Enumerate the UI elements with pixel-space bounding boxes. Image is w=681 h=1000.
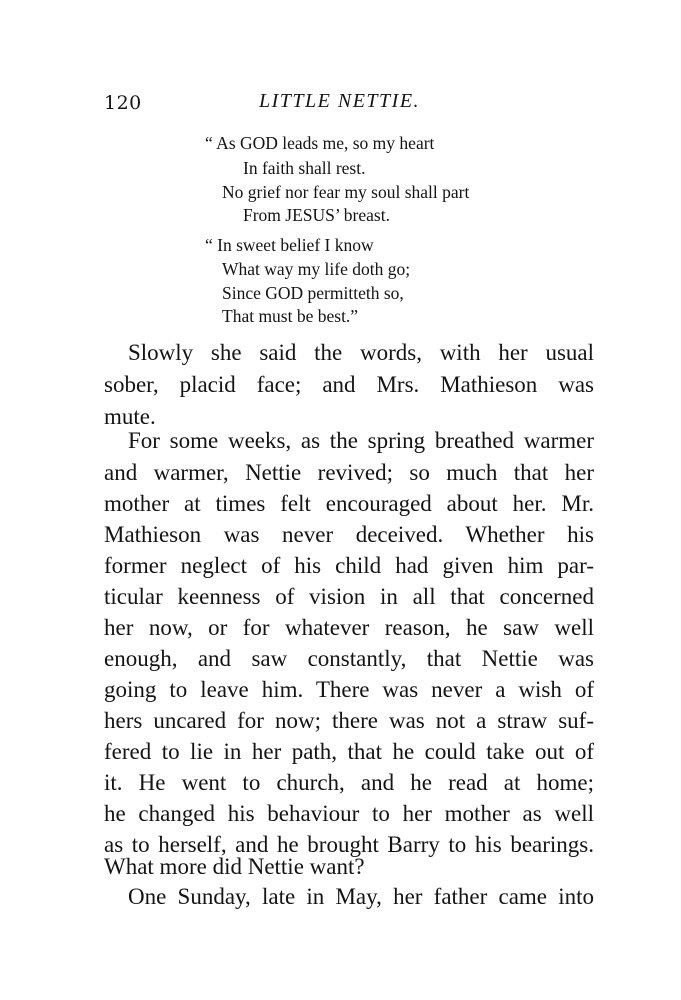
running-title: LITTLE NETTIE. xyxy=(259,90,421,112)
hymn-line: Since GOD permitteth so, xyxy=(222,283,404,303)
text-line: fered to lie in her path, that he could take out of xyxy=(104,739,594,764)
hymn-line: What way my life doth go; xyxy=(222,259,411,279)
text-line: hers uncared for now; there was not a straw suf- xyxy=(104,708,594,733)
text-line: Slowly she said the words, with her usual xyxy=(128,340,594,365)
text-line: and warmer, Nettie revived; so much that her xyxy=(104,460,594,485)
text-line: it. He went to church, and he read at home; xyxy=(104,770,594,795)
text-line: as to herself, and he brought Barry to his bearings. xyxy=(104,832,594,857)
hymn-line: “ As GOD leads me, so my heart xyxy=(205,133,435,153)
page-header xyxy=(104,88,594,118)
page-number: 120 xyxy=(104,92,142,114)
hymn-line: No grief nor fear my soul shall part xyxy=(222,182,470,202)
text-line: sober, placid face; and Mrs. Mathieson was xyxy=(104,372,594,397)
text-line: going to leave him. There was never a wish of xyxy=(104,677,594,702)
text-line: former neglect of his child had given him par- xyxy=(104,553,594,578)
text-line: enough, and saw constantly, that Nettie was xyxy=(104,646,594,671)
hymn-line: That must be best.” xyxy=(222,306,359,326)
text-line: What more did Nettie want? xyxy=(104,854,365,879)
text-line: ticular keenness of vision in all that concerned xyxy=(104,584,594,609)
text-line: One Sunday, late in May, her father came into xyxy=(128,884,594,909)
text-line: Mathieson was never deceived. Whether his xyxy=(104,522,594,547)
hymn-line: “ In sweet belief I know xyxy=(205,235,374,255)
text-line: mother at times felt encouraged about her. Mr. xyxy=(104,491,594,516)
text-line: For some weeks, as the spring breathed warmer xyxy=(128,428,594,453)
hymn-line: In faith shall rest. xyxy=(243,158,366,178)
text-line: her now, or for whatever reason, he saw well xyxy=(104,615,594,640)
text-line: mute. xyxy=(104,404,156,429)
hymn-line: From JESUS’ breast. xyxy=(243,205,390,225)
text-line: he changed his behaviour to her mother as well xyxy=(104,801,594,826)
